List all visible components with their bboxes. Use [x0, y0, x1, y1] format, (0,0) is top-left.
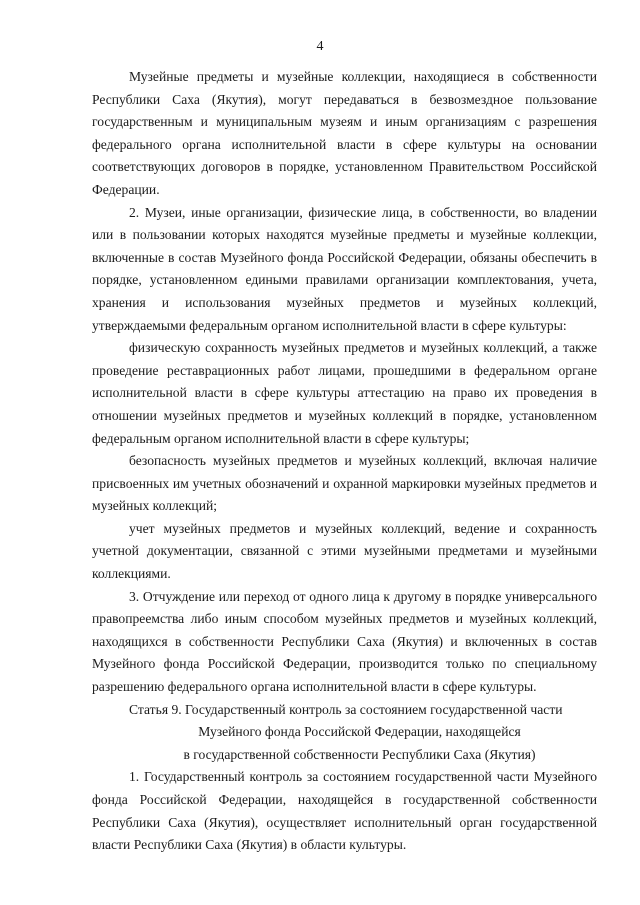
paragraph-article-9-clause-1: 1. Государственный контроль за состоянием государственной части Музейного фонда Российской Федерации, находящейся в государственной собственности Республики Саха (Якутия), осуществляет исполнительный орган государственной власти Республики Саха (Якутия) в области культуры.: [92, 769, 597, 853]
paragraph-clause-2: 2. Музеи, иные организации, физические лица, в собственности, во владении или в пользовании которых находятся музейные предметы и музейные коллекции, включенные в состав Музейного фонда Российской Федерации, обязаны обеспечить в порядке, установленном едиными правилами организации комплектования, учета, хранения и использования музейных предметов и музейных коллекций, утверждаемыми федеральным органом исполнительной власти в сфере культуры:: [92, 204, 597, 333]
document-body: [92, 66, 597, 857]
article-9-heading: [92, 699, 597, 767]
page-number: 4: [316, 39, 324, 54]
paragraph-physical-safety: физическую сохранность музейных предметов и музейных коллекций, а также проведение реставрационных работ лицами, прошедшими в федеральном органе исполнительной власти в сфере культуры аттестацию на право их проведения в отношении музейных предметов и музейных коллекций в порядке, установленном федеральным органом исполнительной власти в сфере культуры;: [92, 340, 597, 446]
paragraph-museum-items-transfer: Музейные предметы и музейные коллекции, находящиеся в собственности Республики Саха (Якутия), могут передаваться в безвозмездное пользование государственным и муниципальным музеям и иным организациям с разрешения федерального органа исполнительной власти в сфере культуры на основании соответствующих договоров в порядке, установленном Правительством Российской Федерации.: [92, 69, 597, 197]
paragraph-clause-3: 3. Отчуждение или переход от одного лица к другому в порядке универсального правопреемства либо иным способом музейных предметов и музейных коллекций, находящихся в собственности Республики Саха (Якутия) и включенных в состав Музейного фонда Российской Федерации, производится только по специальному разрешению федерального органа исполнительной власти в сфере культуры.: [92, 588, 597, 695]
paragraph-security: безопасность музейных предметов и музейных коллекций, включая наличие присвоенных им учетных обозначений и охранной маркировки музейных предметов и музейных коллекций;: [92, 453, 597, 514]
paragraph-accounting: учет музейных предметов и музейных коллекций, ведение и сохранность учетной документации, связанной с этими музейными предметами и музейными коллекциями.: [92, 520, 597, 582]
article-heading-line-3: в государственной собственности Республики Саха (Якутия): [183, 746, 536, 762]
article-heading-line-2: Музейного фонда Российской Федерации, находящейся: [198, 724, 521, 740]
article-heading-line-1: Статья 9. Государственный контроль за состоянием государственной части: [129, 701, 563, 717]
